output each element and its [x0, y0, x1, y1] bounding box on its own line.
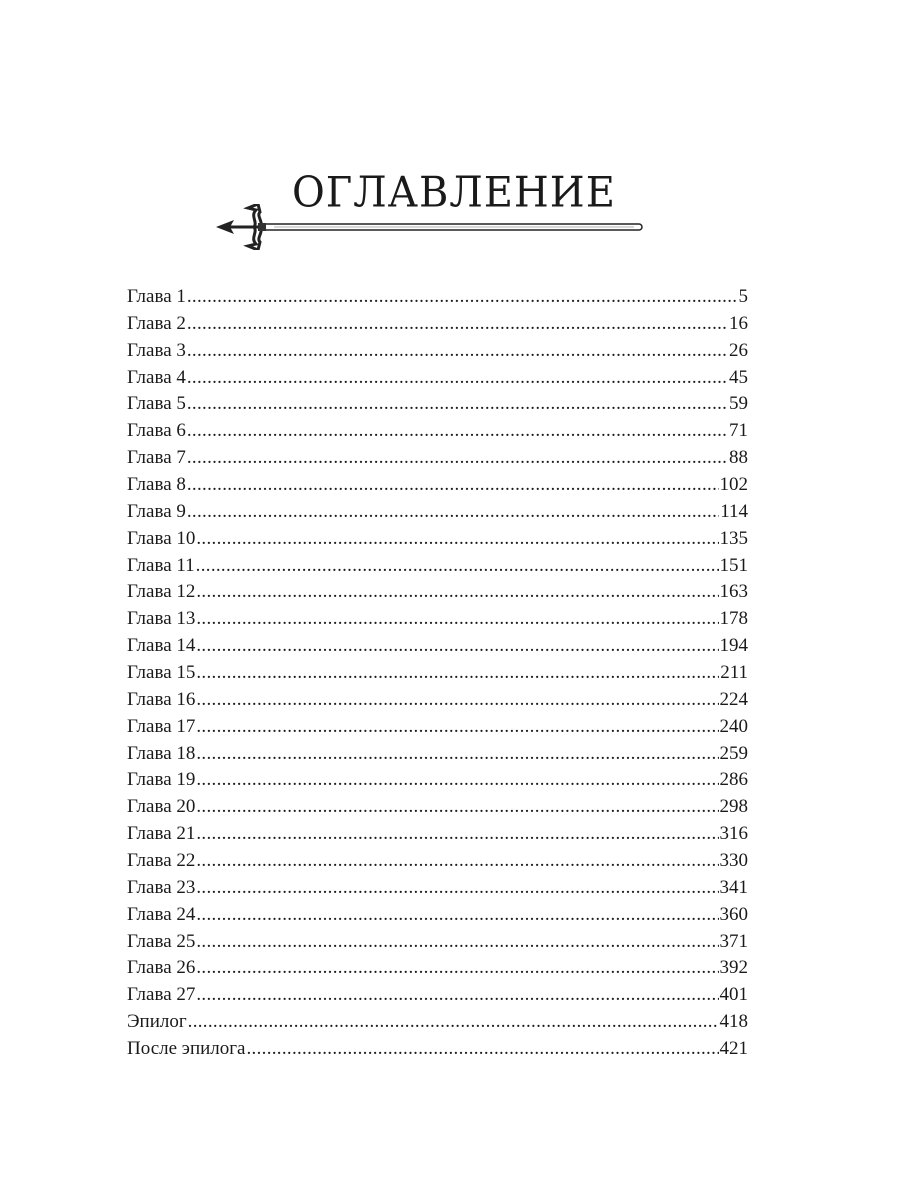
toc-entry-label: Глава 12 [127, 581, 196, 603]
toc-entry-page: 371 [719, 930, 748, 952]
toc-entry-page: 114 [720, 500, 748, 522]
toc-entry-page: 45 [729, 366, 748, 388]
toc-entry[interactable] [127, 418, 748, 445]
toc-entry[interactable] [127, 338, 748, 365]
toc-entry-label: Эпилог [127, 1011, 187, 1033]
dot-leader [196, 553, 719, 580]
toc-entry-page: 151 [719, 554, 748, 576]
toc-entry-label: Глава 11 [127, 554, 195, 576]
toc-entry-label: Глава 18 [127, 742, 196, 764]
toc-entry[interactable] [127, 767, 748, 794]
toc-entry-label: Глава 20 [127, 796, 196, 818]
toc-entry-page: 360 [719, 903, 748, 925]
dot-leader [188, 1009, 719, 1036]
toc-entry[interactable] [127, 794, 748, 821]
dot-leader [196, 821, 718, 848]
toc-entry-page: 421 [719, 1038, 748, 1060]
toc-entry-page: 88 [729, 447, 748, 469]
toc-entry-page: 224 [719, 688, 748, 710]
dot-leader [196, 794, 718, 821]
dot-leader [196, 660, 719, 687]
dot-leader [187, 338, 728, 365]
toc-entry[interactable] [127, 633, 748, 660]
dot-leader [196, 848, 718, 875]
toc-entry-page: 71 [729, 420, 748, 442]
toc-entry-page: 240 [719, 715, 748, 737]
dot-leader [187, 284, 738, 311]
toc-entry-page: 178 [719, 608, 748, 630]
toc-entry[interactable] [127, 821, 748, 848]
toc-entry-label: Глава 27 [127, 984, 196, 1006]
toc-entry-label: Глава 7 [127, 447, 186, 469]
dot-leader [196, 902, 718, 929]
dot-leader [196, 767, 718, 794]
toc-entry-label: Глава 10 [127, 527, 196, 549]
dot-leader [187, 391, 728, 418]
toc-entry-page: 26 [729, 339, 748, 361]
toc-entry-label: Глава 21 [127, 823, 196, 845]
toc-entry-page: 59 [729, 393, 748, 415]
toc-entry-page: 5 [738, 286, 748, 307]
toc-entry-label: Глава 1 [127, 286, 186, 307]
toc-entry-page: 298 [719, 796, 748, 818]
dot-leader [196, 741, 718, 768]
dot-leader [196, 633, 718, 660]
toc-entry-page: 194 [719, 635, 748, 657]
trident-icon [214, 204, 646, 250]
toc-entry-label: Глава 14 [127, 635, 196, 657]
toc-entry-label: Глава 16 [127, 688, 196, 710]
dot-leader [187, 418, 728, 445]
page-title: ОГЛАВЛЕНИЕ [292, 168, 616, 218]
toc-entry[interactable] [127, 929, 748, 956]
dot-leader [196, 929, 718, 956]
toc-entry[interactable] [127, 553, 748, 580]
toc-entry-page: 418 [719, 1011, 748, 1033]
toc-entry[interactable] [127, 955, 748, 982]
dot-leader [196, 579, 718, 606]
toc-entry-page: 16 [729, 312, 748, 334]
toc-entry[interactable] [127, 1036, 748, 1063]
toc-entry-page: 211 [720, 662, 748, 684]
dot-leader [196, 955, 718, 982]
toc-entry-page: 102 [719, 474, 748, 496]
toc-entry[interactable] [127, 606, 748, 633]
table-of-contents [127, 284, 748, 1063]
dot-leader [196, 982, 718, 1009]
toc-entry-label: Глава 17 [127, 715, 196, 737]
toc-entry-label: Глава 23 [127, 876, 196, 898]
toc-entry[interactable] [127, 848, 748, 875]
toc-entry-page: 341 [719, 876, 748, 898]
toc-entry-page: 163 [719, 581, 748, 603]
toc-entry[interactable] [127, 741, 748, 768]
toc-entry-label: Глава 5 [127, 393, 186, 415]
dot-leader [196, 875, 718, 902]
toc-entry[interactable] [127, 499, 748, 526]
toc-entry[interactable] [127, 1009, 748, 1036]
toc-entry[interactable] [127, 445, 748, 472]
dot-leader [196, 526, 718, 553]
dot-leader [187, 445, 728, 472]
dot-leader [187, 311, 728, 338]
toc-entry[interactable] [127, 902, 748, 929]
toc-entry-label: Глава 3 [127, 339, 186, 361]
dot-leader [196, 687, 718, 714]
toc-entry-label: Глава 6 [127, 420, 186, 442]
toc-entry[interactable] [127, 714, 748, 741]
toc-entry-label: Глава 22 [127, 850, 196, 872]
toc-entry[interactable] [127, 579, 748, 606]
toc-entry-page: 330 [719, 850, 748, 872]
toc-entry[interactable] [127, 687, 748, 714]
toc-entry-label: Глава 4 [127, 366, 186, 388]
toc-entry[interactable] [127, 365, 748, 392]
toc-entry-label: Глава 19 [127, 769, 196, 791]
toc-entry-label: После эпилога [127, 1038, 246, 1060]
toc-entry-label: Глава 2 [127, 312, 186, 334]
toc-entry-label: Глава 8 [127, 474, 186, 496]
toc-entry[interactable] [127, 391, 748, 418]
toc-entry[interactable] [127, 311, 748, 338]
toc-entry-page: 286 [719, 769, 748, 791]
dot-leader [187, 365, 728, 392]
dot-leader [187, 472, 719, 499]
toc-entry[interactable] [127, 526, 748, 553]
toc-entry-label: Глава 26 [127, 957, 196, 979]
dot-leader [187, 499, 719, 526]
toc-entry-label: Глава 24 [127, 903, 196, 925]
toc-entry-page: 392 [719, 957, 748, 979]
dot-leader [247, 1036, 719, 1063]
toc-entry[interactable] [127, 284, 748, 311]
toc-entry-page: 259 [719, 742, 748, 764]
toc-entry-label: Глава 15 [127, 662, 196, 684]
dot-leader [196, 714, 718, 741]
toc-entry[interactable] [127, 472, 748, 499]
toc-entry-label: Глава 25 [127, 930, 196, 952]
toc-entry-page: 135 [719, 527, 748, 549]
toc-entry[interactable] [127, 982, 748, 1009]
toc-entry[interactable] [127, 875, 748, 902]
toc-entry-label: Глава 9 [127, 500, 186, 522]
toc-entry[interactable] [127, 660, 748, 687]
toc-entry-page: 401 [719, 984, 748, 1006]
toc-entry-page: 316 [719, 823, 748, 845]
toc-entry-label: Глава 13 [127, 608, 196, 630]
dot-leader [196, 606, 718, 633]
